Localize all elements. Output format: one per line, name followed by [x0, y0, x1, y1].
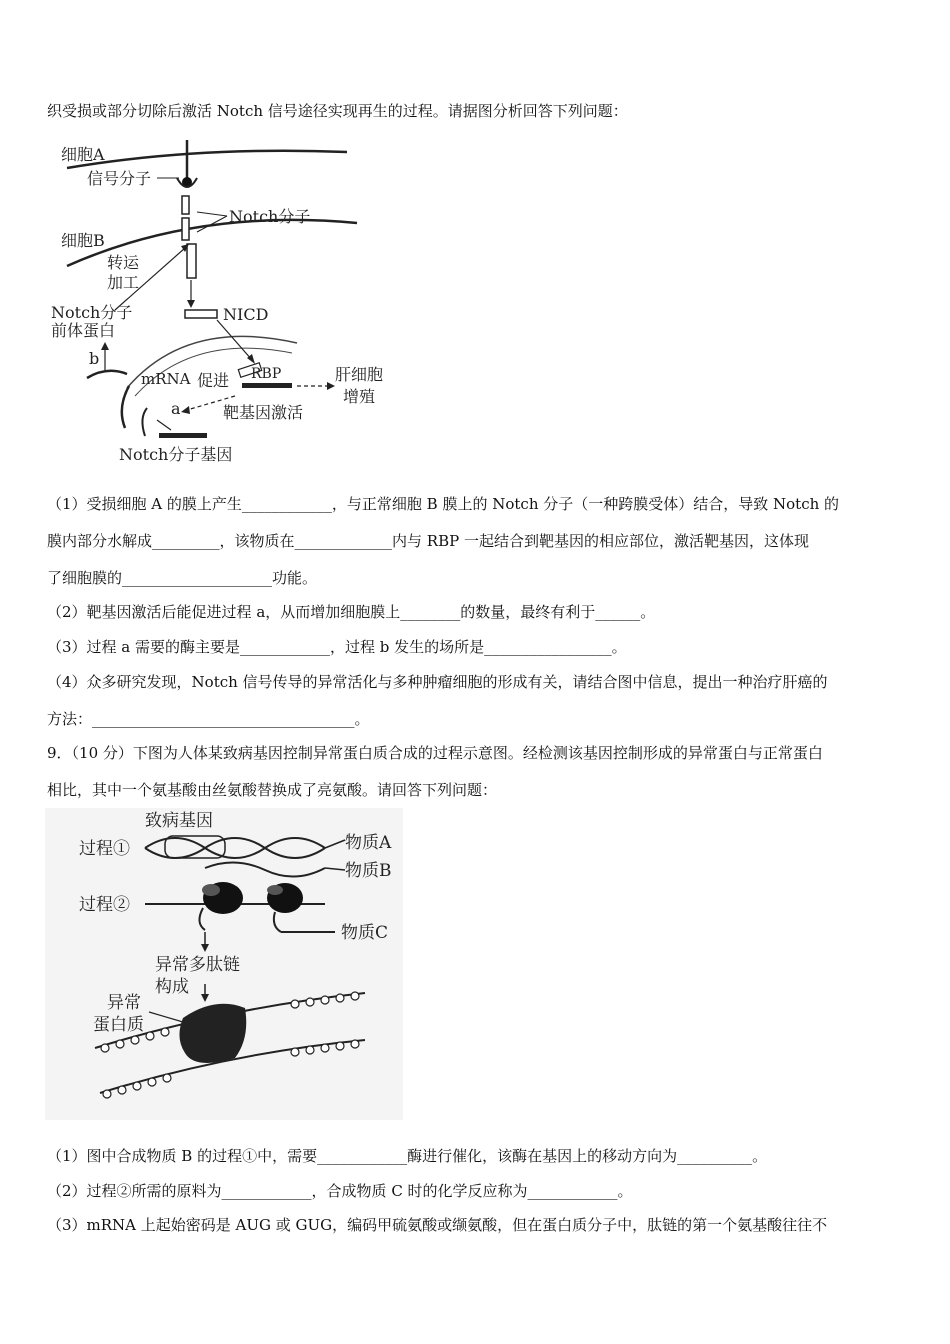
nicd-block	[185, 310, 217, 318]
notch-intracellular	[187, 244, 196, 278]
q9-line-1: 9．（10 分）下图为人体某致病基因控制异常蛋白质合成的过程示意图。经检测该基因控制形成的异常蛋白与正常蛋白	[47, 744, 823, 762]
q8-line-5: （3）过程 a 需要的酶主要是____________，过程 b 发生的场所是_________________。	[47, 638, 627, 656]
q8-line-4: （2）靶基因激活后能促进过程 a，从而增加细胞膜上________的数量，最终有利于______。	[47, 603, 656, 621]
label-promote: 促进	[197, 371, 230, 390]
label-abnormal: 异常	[107, 993, 141, 1013]
label-cell-b: 细胞B	[61, 231, 105, 250]
label-transport: 转运	[107, 253, 140, 272]
label-precursor-1: Notch分子	[51, 303, 133, 322]
q8-line-3: 了细胞膜的____________________功能。	[47, 569, 318, 587]
gene-expression-figure	[45, 808, 403, 1120]
q9-line-2: 相比，其中一个氨基酸由丝氨酸替换成了亮氨酸。请回答下列问题：	[47, 781, 498, 799]
q9-sub-3: （3）mRNA 上起始密码是 AUG 或 GUG，编码甲硫氨酸或缬氨酸，但在蛋白质分子中，肽链的第一个氨基酸往往不	[47, 1216, 828, 1234]
label-process-2: 过程②	[79, 895, 130, 915]
q8-line-1: （1）受损细胞 A 的膜上产生____________，与正常细胞 B 膜上的 Notch 分子（一种跨膜受体）结合，导致 Notch 的	[47, 495, 840, 513]
label-notch: Notch分子	[229, 207, 311, 226]
label-protein: 蛋白质	[93, 1015, 144, 1035]
label-cell-a: 细胞A	[61, 145, 105, 164]
q8-line-2: 膜内部分水解成_________，该物质在_____________内与 RBP 一起结合到靶基因的相应部位，激活靶基因，这体现	[47, 532, 809, 550]
q8-line-6: （4）众多研究发现，Notch 信号传导的异常活化与多种肿瘤细胞的形成有关，请结合图中信息，提出一种治疗肝癌的	[47, 673, 828, 691]
label-mrna: mRNA	[141, 370, 191, 388]
label-liver-2: 增殖	[343, 387, 376, 406]
label-precursor-2: 前体蛋白	[51, 321, 116, 340]
label-compose: 构成	[155, 977, 189, 997]
label-gene: 致病基因	[145, 811, 213, 831]
label-a: a	[171, 399, 181, 418]
q9-sub-1: （1）图中合成物质 B 的过程①中，需要____________酶进行催化，该酶在基因上的移动方向为__________。	[47, 1147, 768, 1165]
cell-a-membrane	[67, 151, 347, 168]
label-substance-b: 物质B	[345, 861, 392, 881]
label-liver-1: 肝细胞	[335, 365, 384, 384]
q8-line-7: 方法：___________________________________。	[47, 710, 370, 728]
label-b: b	[89, 349, 100, 368]
label-polypeptide: 异常多肽链	[155, 955, 240, 975]
label-process: 加工	[107, 273, 140, 292]
label-nicd: NICD	[223, 305, 269, 324]
label-gene: Notch分子基因	[119, 445, 233, 464]
label-rbp: RBP	[251, 366, 282, 382]
abnormal-protein	[179, 1004, 246, 1063]
label-substance-c: 物质C	[341, 923, 389, 943]
label-target: 靶基因激活	[223, 403, 304, 422]
label-signal: 信号分子	[87, 169, 152, 188]
q9-sub-2: （2）过程②所需的原料为____________，合成物质 C 时的化学反应称为____________。	[47, 1182, 633, 1200]
label-substance-a: 物质A	[345, 833, 392, 853]
label-process-1: 过程①	[79, 839, 130, 859]
intro-text: 织受损或部分切除后激活 Notch 信号途径实现再生的过程。请据图分析回答下列问题：	[47, 102, 628, 120]
notch-pathway-figure	[47, 138, 397, 468]
